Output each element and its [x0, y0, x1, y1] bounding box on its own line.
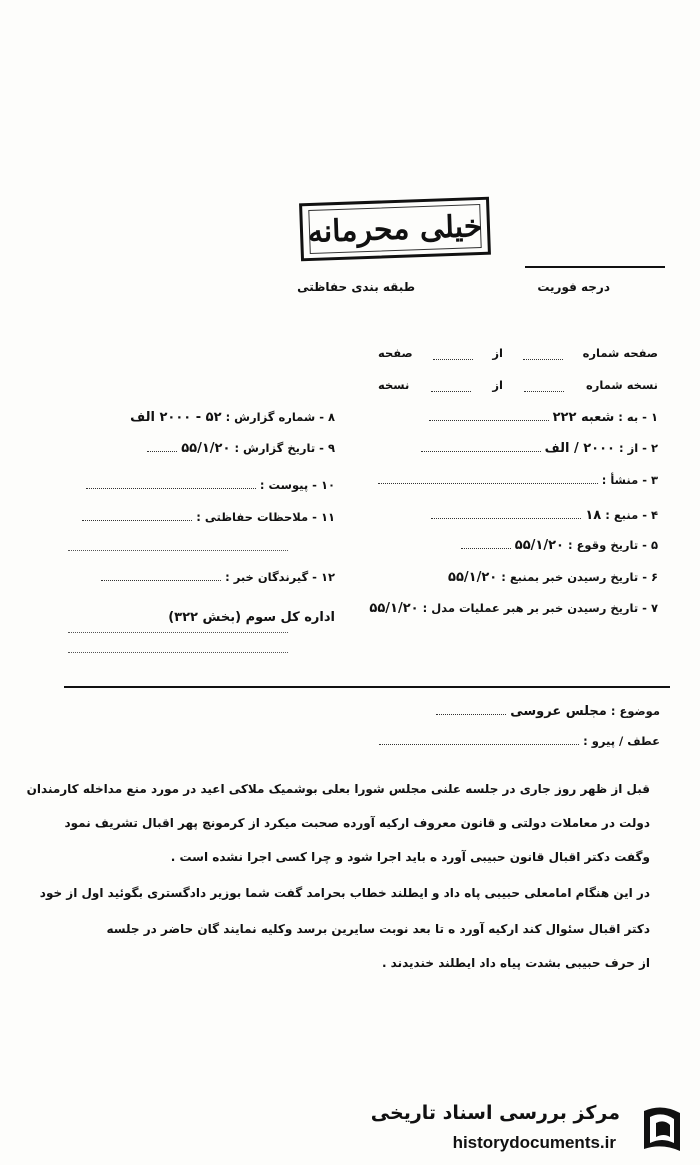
subject-value: مجلس عروسی	[510, 704, 607, 719]
field-attachment: ۱۰ - پیوست :	[86, 478, 335, 492]
page-number-label: صفحه شماره	[582, 346, 658, 360]
field-security-notes: ۱۱ - ملاحظات حفاظتی :	[82, 510, 335, 524]
logo-text-persian: مرکز بررسی اسناد تاریخی	[370, 1102, 620, 1124]
copy-number-row	[378, 378, 658, 392]
copy-from-label: از	[492, 378, 503, 392]
logo-text-url[interactable]: historydocuments.ir	[452, 1133, 616, 1152]
copy-unit-label: نسخه	[378, 378, 410, 392]
body-line-6: از حرف حبیبی بشدت پیاه داد ایطلند خندیدند .	[381, 956, 650, 970]
field-operation-date: ۷ - تاریخ رسیدن خبر بر هبر عملیات مدل : ۵۵/۱/۲۰	[369, 601, 658, 616]
field-to: ۱ - به : شعبه ۲۲۲	[429, 410, 658, 425]
body-line-3: وگفت دکتر اقبال قانون حبیبی آورد ه باید اجرا شود و چرا کسی اجرا نشده است .	[170, 850, 650, 864]
recipients-dotline-1	[68, 632, 288, 633]
page-unit-label: صفحه	[378, 346, 413, 360]
archive-logo-icon	[638, 1103, 686, 1155]
stamp-text: خیلی محرمانه	[307, 208, 483, 250]
copy-number-label: نسخه شماره	[585, 378, 658, 392]
copy-total-dots	[431, 378, 471, 392]
urgency-rule	[525, 266, 665, 268]
field-report-number: ۸ - شماره گزارش : ۵۲ - ۲۰۰۰ الف	[130, 410, 335, 425]
section-separator	[64, 686, 670, 688]
body-line-1: قبل از ظهر روز جاری در جلسه علنی مجلس شورا بعلی بوشمیک ملاکی اعید در مورد منع مداخله کارمندان	[26, 782, 650, 796]
security-notes-dotline	[68, 550, 288, 551]
page-number-dots	[523, 346, 563, 360]
recipients-dotline-2	[68, 652, 288, 653]
reference-label: عطف / پیرو :	[583, 734, 660, 748]
reference-row	[379, 734, 660, 748]
field-source: ۴ - منبع : ۱۸	[431, 508, 658, 523]
body-line-2: دولت در معاملات دولتی و قانون معروف ارکیه آورده صحبت میکرد از کرمونچ پهر اقبال تشریف نمود	[64, 816, 650, 830]
page-total-dots	[433, 346, 473, 360]
field-report-date: ۹ - تاریخ گزارش : ۵۵/۱/۲۰	[147, 441, 335, 456]
classification-stamp	[299, 197, 491, 262]
body-line-4: در این هنگام امامعلی حبیبی پاه داد و ایطلند خطاب بحرامد گفت شما بوزیر دادگستری بگوئید اول از خود	[39, 886, 650, 900]
urgency-label: درجه فوریت	[537, 280, 610, 294]
body-line-5: دکتر اقبال سئوال کند ارکیه آورد ه تا بعد نوبت سایرین برسد وکلیه نمایند گان حاضر در جلسه	[106, 922, 650, 936]
subject-label: موضوع :	[610, 704, 660, 718]
page-number-row	[378, 346, 658, 360]
field-origin: ۳ - منشأ :	[378, 473, 658, 487]
page-from-label: از	[492, 346, 503, 360]
field-recipient-department: اداره کل سوم (بخش ۳۲۲)	[168, 610, 335, 625]
subject-row	[436, 704, 660, 719]
copy-number-dots	[524, 378, 564, 392]
field-source-received-date: ۶ - تاریخ رسیدن خبر بمنبع : ۵۵/۱/۲۰	[448, 570, 658, 585]
classification-label: طبقه بندی حفاظتی	[297, 280, 415, 294]
field-from: ۲ - از : ۲۰۰۰ / الف	[421, 441, 658, 456]
field-event-date: ۵ - تاریخ وقوع : ۵۵/۱/۲۰	[461, 538, 658, 553]
field-recipients: ۱۲ - گیرندگان خبر :	[101, 570, 335, 584]
